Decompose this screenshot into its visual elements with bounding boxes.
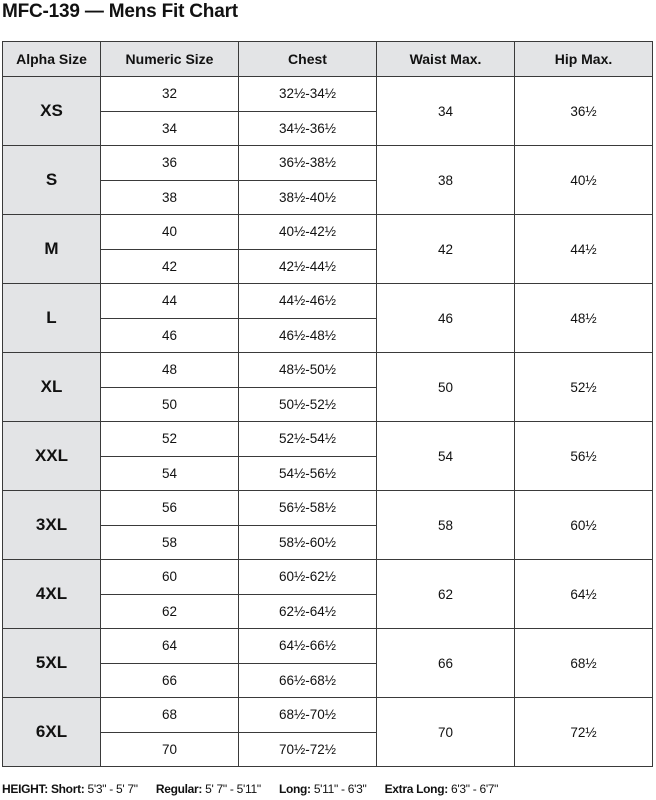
table-row [3, 146, 653, 181]
numeric-size-cell: 34 [101, 111, 239, 146]
short-value: 5'3" - 5' 7" [87, 782, 138, 796]
chest-cell: 70½-72½ [239, 732, 377, 767]
chest-cell: 52½-54½ [239, 422, 377, 457]
hip-max-cell: 52½ [515, 353, 653, 422]
table-row [3, 698, 653, 733]
hip-max-cell: 56½ [515, 422, 653, 491]
numeric-size-cell: 68 [101, 698, 239, 733]
hip-max-cell: 64½ [515, 560, 653, 629]
alpha-size-cell: M [3, 215, 101, 284]
hip-max-cell: 68½ [515, 629, 653, 698]
numeric-size-cell: 38 [101, 180, 239, 215]
fit-chart-table [2, 41, 653, 767]
alpha-size-cell: XL [3, 353, 101, 422]
regular-value: 5' 7" - 5'11" [205, 782, 261, 796]
height-legend [2, 779, 498, 799]
alpha-size-cell: XS [3, 77, 101, 146]
waist-max-cell: 58 [377, 491, 515, 560]
numeric-size-cell: 32 [101, 77, 239, 112]
numeric-size-cell: 60 [101, 560, 239, 595]
waist-max-cell: 42 [377, 215, 515, 284]
numeric-size-cell: 42 [101, 249, 239, 284]
chest-cell: 42½-44½ [239, 249, 377, 284]
numeric-size-cell: 58 [101, 525, 239, 560]
alpha-size-cell: 3XL [3, 491, 101, 560]
waist-max-cell: 38 [377, 146, 515, 215]
hip-max-cell: 36½ [515, 77, 653, 146]
numeric-size-cell: 70 [101, 732, 239, 767]
chest-cell: 54½-56½ [239, 456, 377, 491]
chest-cell: 66½-68½ [239, 663, 377, 698]
numeric-size-cell: 62 [101, 594, 239, 629]
long-label: Long: [278, 782, 311, 796]
chest-cell: 48½-50½ [239, 353, 377, 388]
alpha-size-cell: 5XL [3, 629, 101, 698]
numeric-size-cell: 64 [101, 629, 239, 664]
numeric-size-cell: 40 [101, 215, 239, 250]
hip-max-cell: 44½ [515, 215, 653, 284]
page-title: MFC-139 — Mens Fit Chart [2, 1, 238, 22]
header-row [3, 42, 653, 77]
chest-cell: 44½-46½ [239, 284, 377, 319]
chest-cell: 60½-62½ [239, 560, 377, 595]
table-row [3, 284, 653, 319]
numeric-size-cell: 56 [101, 491, 239, 526]
chest-cell: 32½-34½ [239, 77, 377, 112]
long-value: 5'11" - 6'3" [313, 782, 367, 796]
chest-cell: 34½-36½ [239, 111, 377, 146]
table-row [3, 491, 653, 526]
chest-cell: 36½-38½ [239, 146, 377, 181]
chest-cell: 38½-40½ [239, 180, 377, 215]
short-label: Short: [50, 782, 85, 796]
chest-cell: 40½-42½ [239, 215, 377, 250]
chest-cell: 64½-66½ [239, 629, 377, 664]
numeric-size-cell: 52 [101, 422, 239, 457]
numeric-size-cell: 54 [101, 456, 239, 491]
numeric-size-cell: 50 [101, 387, 239, 422]
waist-max-cell: 66 [377, 629, 515, 698]
waist-max-cell: 46 [377, 284, 515, 353]
chest-cell: 58½-60½ [239, 525, 377, 560]
alpha-size-cell: 6XL [3, 698, 101, 767]
height-label: HEIGHT: [2, 782, 48, 796]
alpha-size-cell: L [3, 284, 101, 353]
numeric-size-cell: 48 [101, 353, 239, 388]
chest-cell: 56½-58½ [239, 491, 377, 526]
table-row [3, 215, 653, 250]
chest-cell: 62½-64½ [239, 594, 377, 629]
numeric-size-cell: 46 [101, 318, 239, 353]
header-alpha-size: Alpha Size [3, 42, 101, 77]
regular-label: Regular: [155, 782, 203, 796]
hip-max-cell: 48½ [515, 284, 653, 353]
numeric-size-cell: 36 [101, 146, 239, 181]
header-waist-max: Waist Max. [377, 42, 515, 77]
waist-max-cell: 70 [377, 698, 515, 767]
chest-cell: 46½-48½ [239, 318, 377, 353]
header-chest: Chest [239, 42, 377, 77]
waist-max-cell: 54 [377, 422, 515, 491]
chest-cell: 68½-70½ [239, 698, 377, 733]
table-row [3, 77, 653, 112]
hip-max-cell: 72½ [515, 698, 653, 767]
waist-max-cell: 50 [377, 353, 515, 422]
table-row [3, 629, 653, 664]
header-numeric-size: Numeric Size [101, 42, 239, 77]
hip-max-cell: 40½ [515, 146, 653, 215]
alpha-size-cell: S [3, 146, 101, 215]
chest-cell: 50½-52½ [239, 387, 377, 422]
hip-max-cell: 60½ [515, 491, 653, 560]
table-row [3, 560, 653, 595]
alpha-size-cell: XXL [3, 422, 101, 491]
alpha-size-cell: 4XL [3, 560, 101, 629]
size-table-body [3, 77, 653, 767]
numeric-size-cell: 44 [101, 284, 239, 319]
waist-max-cell: 62 [377, 560, 515, 629]
extra-long-value: 6'3" - 6'7" [450, 782, 499, 796]
extra-long-label: Extra Long: [384, 782, 448, 796]
table-row [3, 422, 653, 457]
numeric-size-cell: 66 [101, 663, 239, 698]
table-row [3, 353, 653, 388]
waist-max-cell: 34 [377, 77, 515, 146]
header-hip-max: Hip Max. [515, 42, 653, 77]
